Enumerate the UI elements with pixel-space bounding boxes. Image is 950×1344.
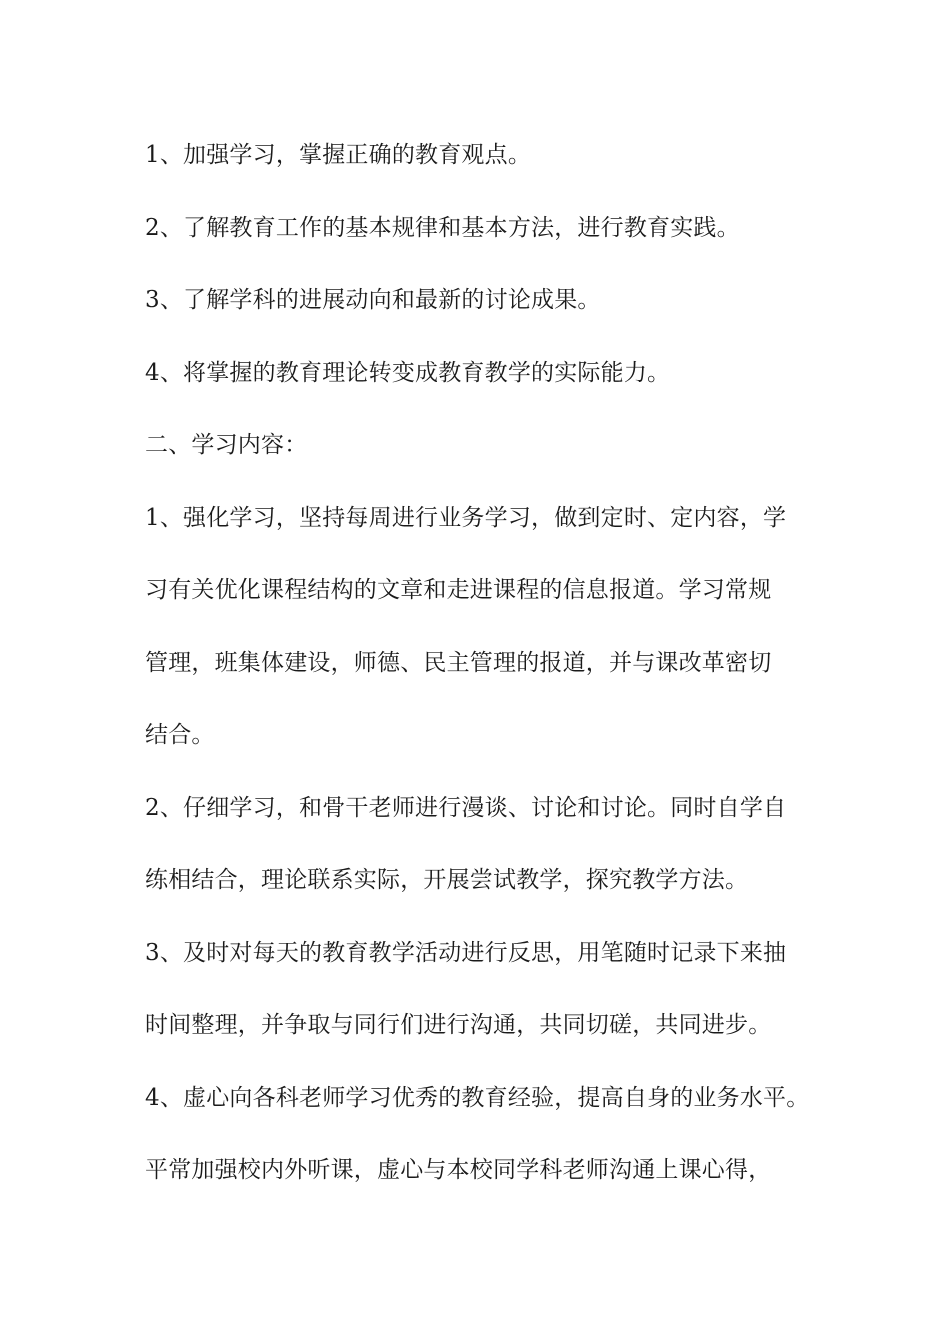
text-line: 4、虚心向各科老师学习优秀的教育经验，提高自身的业务水平。 [145,1084,810,1111]
text-line: 结合。 [145,722,215,748]
text-line: 3、了解学科的进展动向和最新的讨论成果。 [145,287,601,313]
text-line: 时间整理，并争取与同行们进行沟通，共同切磋，共同进步。 [145,1012,772,1038]
text-line: 2、了解教育工作的基本规律和基本方法，进行教育实践。 [145,214,740,241]
text-line: 2、仔细学习，和骨干老师进行漫谈、讨论和讨论。同时自学自 [145,794,787,821]
text-line: 管理，班集体建设，师德、民主管理的报道，并与课改革密切 [145,649,772,676]
text-line: 4、将掌握的教育理论转变成教育教学的实际能力。 [145,359,671,386]
text-line: 练相结合，理论联系实际，开展尝试教学，探究教学方法。 [145,867,749,893]
text-line: 3、及时对每天的教育教学活动进行反思，用笔随时记录下来抽 [145,939,787,966]
section-heading: 二、学习内容： [145,432,308,458]
text-line: 1、加强学习，掌握正确的教育观点。 [145,142,532,168]
text-line: 1、强化学习，坚持每周进行业务学习，做到定时、定内容，学 [145,504,787,531]
text-line: 习有关优化课程结构的文章和走进课程的信息报道。学习常规 [145,577,772,603]
text-line: 平常加强校内外听课，虚心与本校同学科老师沟通上课心得， [145,1157,772,1183]
document-body [145,131,835,1219]
